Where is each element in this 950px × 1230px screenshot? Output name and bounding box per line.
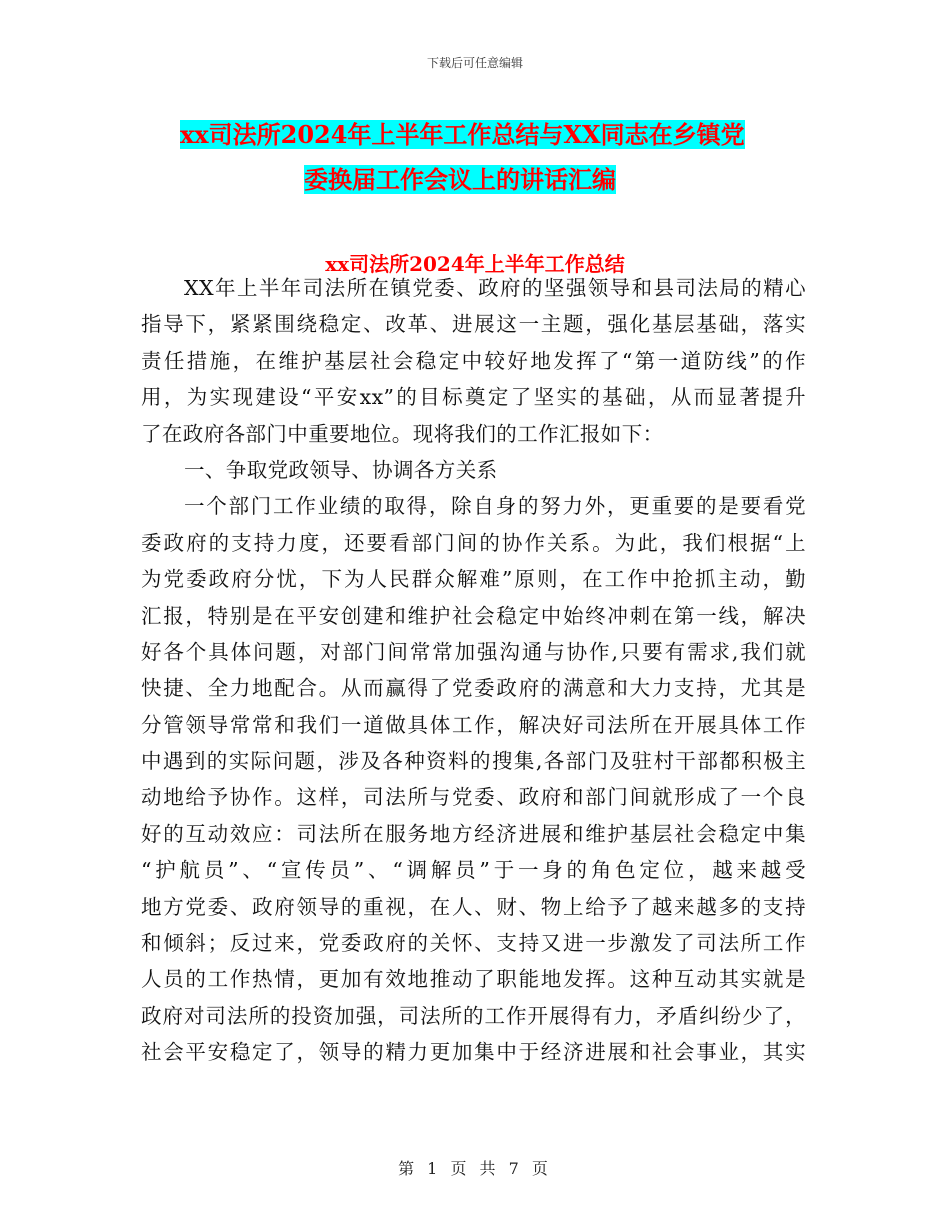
body-line: 社会平安稳定了，领导的精力更加集中于经济进展和社会事业，其实: [141, 1040, 806, 1065]
subheading: 一、争取党政领导、协调各方关系: [184, 457, 498, 482]
document-title-text-2: 委换届工作会议上的讲话汇编: [304, 165, 616, 194]
body-line: 一个部门工作业绩的取得，除自身的努力外，更重要的是要看党: [184, 494, 806, 519]
body-line: 和倾斜；反过来，党委政府的关怀、支持又进一步激发了司法所工作: [141, 931, 806, 956]
body-line: 好的互动效应：司法所在服务地方经济进展和维护基层社会稳定中集: [141, 821, 806, 846]
body-line: 了在政府各部门中重要地位。现将我们的工作汇报如下：: [141, 421, 664, 446]
body-line: 分管领导常常和我们一道做具体工作，解决好司法所在开展具体工作: [141, 712, 806, 737]
body-line: 指导下，紧紧围绕稳定、改革、进展这一主题，强化基层基础，落实: [141, 312, 806, 337]
page-footer: 第 1 页 共 7 页: [398, 1159, 552, 1178]
body-line: “护航员”、“宣传员”、“调解员”于一身的角色定位，越来越受: [141, 858, 806, 883]
body-line: 政府对司法所的投资加强，司法所的工作开展得有力，矛盾纠纷少了，: [141, 1003, 806, 1028]
section-title: xx司法所2024年上半年工作总结: [325, 252, 625, 276]
document-title-line-1: [180, 112, 820, 157]
document-title-line-2: [180, 157, 820, 202]
body-line: 动地给予协作。这样，司法所与党委、政府和部门间就形成了一个良: [141, 785, 806, 810]
body-line: 地方党委、政府领导的重视，在人、财、物上给予了越来越多的支持: [141, 894, 806, 919]
body-line: 汇报，特别是在平安创建和维护社会稳定中始终冲刺在第一线，解决: [141, 603, 806, 628]
body-line: 为党委政府分忧，下为人民群众解难”原则，在工作中抢抓主动，勤: [141, 567, 806, 592]
document-title-text-1: xx司法所2024年上半年工作总结与XX同志在乡镇党: [180, 120, 745, 149]
document-title: [180, 112, 820, 202]
body-line: 责任措施，在维护基层社会稳定中较好地发挥了“第一道防线”的作: [141, 348, 806, 373]
body-line: 用，为实现建设“平安xx”的目标奠定了坚实的基础，从而显著提升: [141, 385, 806, 410]
body-line: 人员的工作热情，更加有效地推动了职能地发挥。这种互动其实就是: [141, 967, 806, 992]
body-line: 好各个具体问题，对部门间常常加强沟通与协作,只要有需求,我们就: [141, 639, 806, 664]
body-line: 委政府的支持力度，还要看部门间的协作关系。为此，我们根据“上: [141, 530, 806, 555]
body-line: XX年上半年司法所在镇党委、政府的坚强领导和县司法局的精心: [184, 276, 806, 300]
body-line: 快捷、全力地配合。从而赢得了党委政府的满意和大力支持，尤其是: [141, 676, 806, 701]
body-line: 中遇到的实际问题，涉及各种资料的搜集,各部门及驻村干部都积极主: [141, 749, 806, 774]
header-note: 下载后可任意编辑: [426, 56, 523, 70]
body-content: [141, 270, 806, 1071]
